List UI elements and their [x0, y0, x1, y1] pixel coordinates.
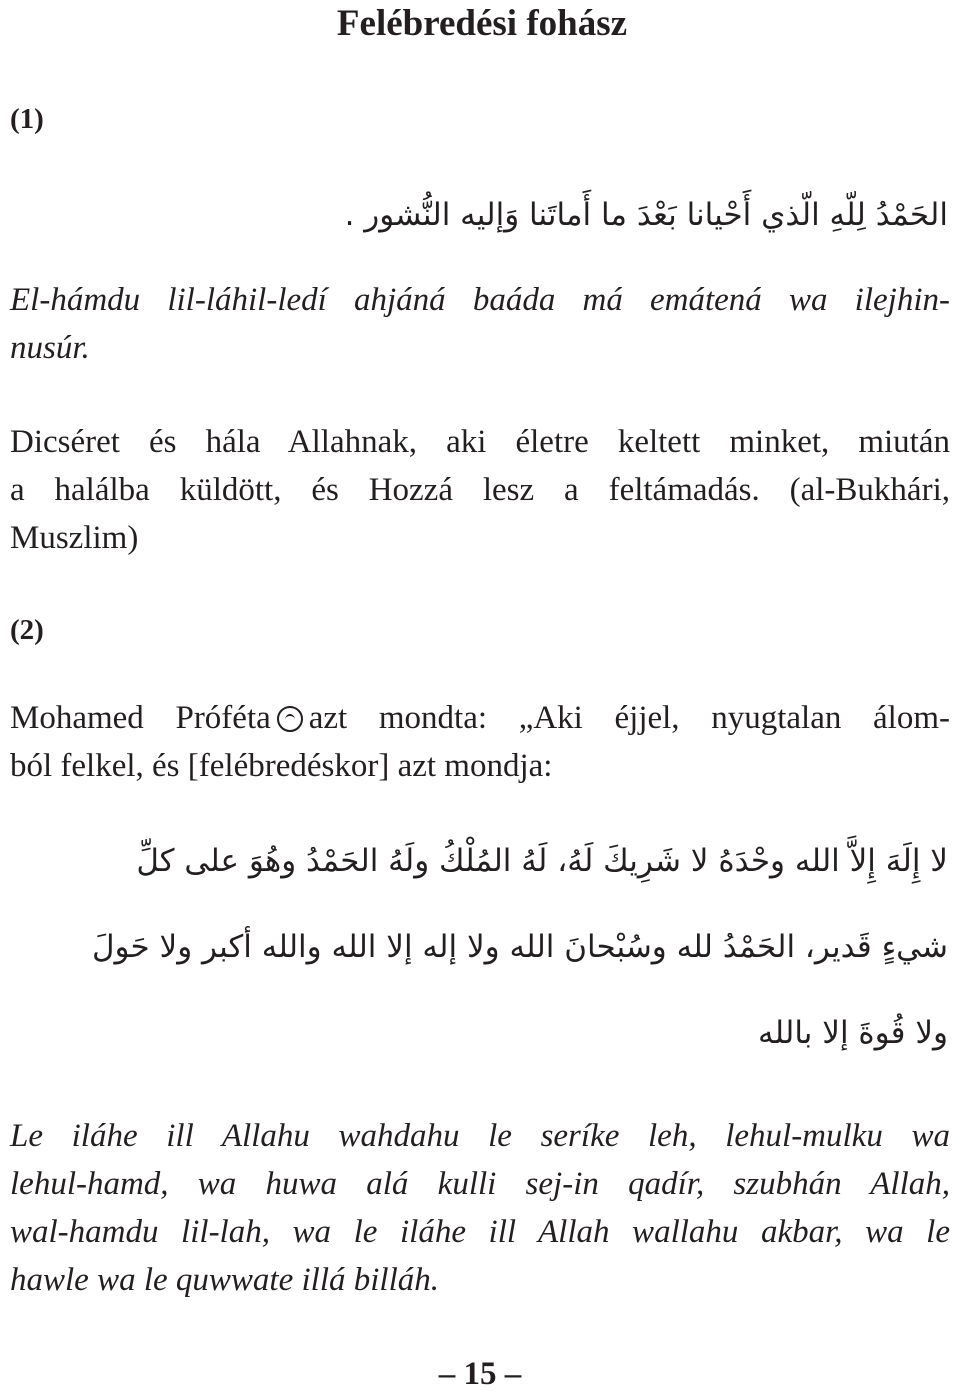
section-1-arabic-text: الحَمْدُ لِلّهِ الّذي أَحْيانا بَعْدَ ما أَماتَنا وَإليه النُّشور . — [344, 197, 948, 233]
translation-line: Muszlim) — [10, 520, 139, 556]
arabic-line: شيءٍ قَدير، الحَمْدُ لله وسُبْحانَ الله ولا إله إلا الله والله أكبر ولا حَولَ — [91, 929, 948, 965]
section-2-number: (2) — [10, 614, 44, 646]
translation-line: Dicséret és hála Allahnak, aki életre keltett minket, miután — [10, 424, 950, 460]
intro-line: ból felkel, és [felébredéskor] azt mondja: — [10, 748, 553, 784]
section-1-translation — [10, 418, 950, 562]
transliteration-line: hawle wa le quwwate illá billáh. — [10, 1262, 439, 1298]
section-2-transliteration — [10, 1112, 950, 1304]
section-2-arabic-text — [12, 818, 948, 1076]
page-number: – 15 – — [438, 1356, 522, 1392]
transliteration-line: nusúr. — [10, 330, 90, 366]
section-2-intro — [10, 694, 950, 790]
page-title: Felébredési fohász — [336, 3, 628, 44]
section-1-number: (1) — [10, 103, 44, 135]
transliteration-line: El-hámdu lil-láhil-ledí ahjáná baáda má emátená wa ilejhin- — [10, 282, 950, 318]
transliteration-line: Le iláhe ill Allahu wahdahu le seríke leh, lehul-mulku wa — [10, 1118, 950, 1154]
section-1-transliteration — [10, 276, 950, 372]
salawat-icon — [277, 706, 303, 732]
arabic-line: ولا قُوةَ إلا بالله — [758, 1015, 948, 1051]
arabic-line: لا إِلَهَ إِلاَّ الله وحْدَهُ لا شَرِيكَ لَهُ، لَهُ المُلْكُ ولَهُ الحَمْدُ وهُوَ على كلِّ — [136, 843, 948, 879]
transliteration-line: wal-hamdu lil-lah, wa le iláhe ill Allah wallahu akbar, wa le — [10, 1214, 950, 1250]
intro-quote-start: azt mondta: „Aki éjjel, nyugtalan álom- — [308, 700, 950, 736]
intro-line — [10, 694, 950, 742]
intro-prophet-name: Mohamed Próféta — [10, 700, 271, 736]
translation-line: a halálba küldött, és Hozzá lesz a feltámadás. (al-Bukhári, — [10, 472, 950, 508]
transliteration-line: lehul-hamd, wa huwa alá kulli sej-in qadír, szubhán Allah, — [10, 1166, 950, 1202]
